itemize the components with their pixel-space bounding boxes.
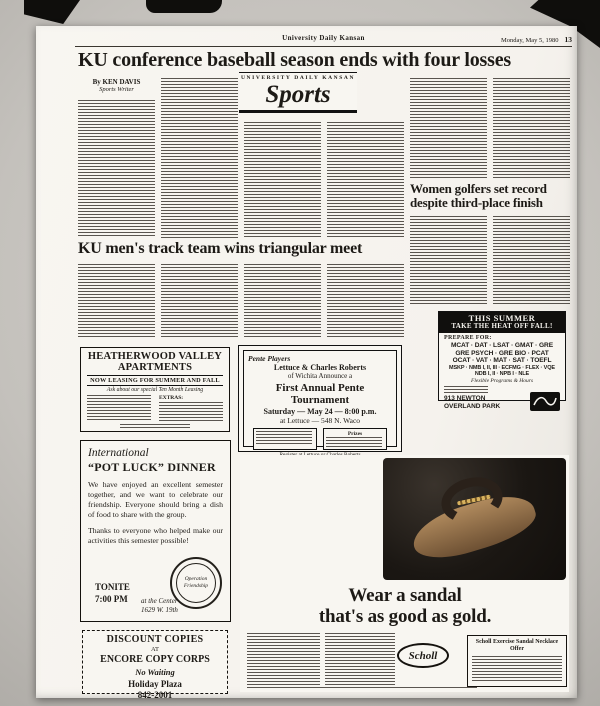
discount-line3: ENCORE COPY CORPS bbox=[100, 654, 210, 665]
scan-artifact-top-middle bbox=[146, 0, 222, 13]
date-text: Monday, May 5, 1980 bbox=[500, 37, 559, 44]
sports-section-banner bbox=[239, 72, 357, 113]
operation-friendship-logo-inner bbox=[176, 563, 216, 603]
article-text-column bbox=[493, 216, 570, 304]
prizes-label: Prizes bbox=[347, 431, 363, 437]
kaplan-banner-line2: TAKE THE HEAT OFF FALL! bbox=[451, 322, 553, 331]
discount-line2: AT bbox=[151, 646, 159, 653]
scholl-brand-text: Scholl bbox=[408, 649, 438, 662]
kaplan-test-prep-ad bbox=[438, 311, 566, 411]
pente-entry-box bbox=[253, 428, 317, 450]
article-text-column bbox=[161, 264, 238, 338]
prepare-for-label: PREPARE FOR: bbox=[444, 335, 492, 342]
byline-author: By KEN DAVIS bbox=[92, 78, 141, 86]
pente-host-line1: Lettuce & Charles Roberts bbox=[273, 363, 367, 372]
golf-headline-line1: Women golfers set record bbox=[410, 181, 547, 196]
byline bbox=[78, 78, 155, 93]
article-text-column bbox=[244, 122, 321, 238]
article-text-column bbox=[410, 78, 487, 178]
pente-title: First Annual Pente Tournament bbox=[275, 382, 365, 406]
potluck-body1: We have enjoyed an excellent semester together, and we want to celebrate our friendship. Everyone should bring a dish of food to share with the group. bbox=[88, 480, 223, 520]
kaplan-banner-line1: THIS SUMMER bbox=[468, 313, 536, 323]
article-text-column bbox=[161, 78, 238, 238]
pot-luck-dinner-ad bbox=[80, 440, 231, 622]
pente-datetime: Saturday — May 24 — 8:00 p.m. bbox=[263, 407, 377, 416]
kaplan-address bbox=[444, 386, 500, 411]
sports-banner-title: Sports bbox=[239, 82, 357, 113]
article-text-column bbox=[493, 78, 570, 178]
article-text-column bbox=[327, 264, 404, 338]
sandal-headline bbox=[280, 586, 530, 627]
place-line1: at the Center bbox=[141, 597, 178, 605]
tonite-label: TONITE bbox=[95, 582, 130, 592]
logo-text-line1: Operation bbox=[184, 576, 208, 583]
article-text-column bbox=[244, 264, 321, 338]
pente-location: at Lettuce — 548 N. Waco bbox=[279, 416, 361, 425]
page-number: 13 bbox=[564, 35, 572, 44]
ad-text-column bbox=[247, 633, 320, 685]
kaplan-address-line1: 913 NEWTON bbox=[444, 395, 486, 403]
article-text-column bbox=[78, 264, 155, 338]
heatherwood-name-line2: APARTMENTS bbox=[117, 362, 193, 374]
potluck-tonite bbox=[95, 581, 130, 605]
discount-line1: DISCOUNT COPIES bbox=[106, 634, 204, 645]
kaplan-bottom-row bbox=[439, 384, 565, 414]
ad-text-block bbox=[472, 656, 562, 682]
heatherwood-banner: NOW LEASING FOR SUMMER AND FALL bbox=[87, 375, 223, 386]
exam-list-line: GRE PSYCH · GRE BIO · PCAT bbox=[455, 349, 549, 357]
operation-friendship-logo bbox=[170, 557, 222, 609]
article-text-column bbox=[410, 216, 487, 304]
ad-text-block bbox=[326, 437, 382, 447]
ad-text-block bbox=[444, 386, 488, 394]
scholl-logo bbox=[397, 643, 449, 668]
paper-name: University Daily Kansan bbox=[282, 34, 365, 42]
article-text-column bbox=[78, 100, 155, 238]
heatherwood-name-line1: HEATHERWOOD VALLEY bbox=[87, 351, 223, 362]
masthead bbox=[75, 34, 572, 47]
golf-headline-line2: despite third-place finish bbox=[410, 195, 543, 211]
ad-text-column bbox=[325, 633, 395, 685]
pente-tournament-ad bbox=[238, 345, 402, 452]
byline-title: Sports Writer bbox=[99, 86, 134, 93]
place-line2: 1629 W. 19th bbox=[141, 606, 178, 615]
extras-label: EXTRAS: bbox=[159, 395, 184, 402]
heatherwood-extras bbox=[159, 395, 223, 422]
discount-line4: No Waiting bbox=[135, 667, 175, 677]
educational-center-logo bbox=[530, 392, 560, 411]
potluck-kicker: International bbox=[88, 447, 149, 459]
kaplan-address-line2: OVERLAND PARK bbox=[444, 403, 501, 411]
baseball-headline: KU conference baseball season ends with four losses bbox=[78, 49, 511, 71]
tonite-time: 7:00 PM bbox=[95, 594, 128, 605]
pente-prizes-box bbox=[323, 428, 387, 450]
exam-list-line: MSKP · NMB I, II, III · ECFMG · FLEX · VQE bbox=[448, 364, 555, 371]
discount-line6: 842-2001 bbox=[137, 690, 173, 698]
fine-print-line bbox=[247, 687, 477, 690]
heatherwood-tagline: Ask about our special Ten Month Leasing bbox=[106, 387, 204, 394]
sandal-headline-line1: Wear a sandal bbox=[348, 585, 462, 606]
ad-text-block bbox=[256, 431, 312, 445]
pente-inner-frame bbox=[243, 350, 397, 447]
potluck-title: “POT LUCK” DINNER bbox=[88, 460, 216, 474]
pente-info-boxes bbox=[253, 428, 387, 450]
flexible-programs-line: Flexible Programs & Hours bbox=[471, 378, 533, 385]
discount-copies-ad bbox=[82, 630, 228, 698]
coupon-title: Scholl Exercise Sandal Necklace Offer bbox=[475, 639, 559, 653]
heatherwood-columns bbox=[85, 395, 225, 422]
exam-list-line: NDB I, II · NPB I · NLE bbox=[474, 371, 530, 378]
logo-text-line2: Friendship bbox=[183, 583, 209, 589]
exam-list-line: MCAT · DAT · LSAT · GMAT · GRE bbox=[451, 342, 553, 350]
track-headline: KU men's track team wins triangular meet bbox=[78, 240, 363, 257]
logo-squiggle bbox=[532, 394, 558, 408]
newspaper-page bbox=[36, 26, 577, 698]
kaplan-banner bbox=[439, 312, 565, 333]
scan-artifact-top-left bbox=[24, 0, 80, 24]
potluck-body2: Thanks to everyone who helped make our activities this semester possible! bbox=[88, 525, 223, 545]
discount-line5: Holiday Plaza bbox=[128, 679, 182, 689]
sports-banner-kicker: UNIVERSITY DAILY KANSAN bbox=[240, 75, 356, 81]
golf-headline bbox=[410, 182, 572, 210]
pente-kicker: Pente Players bbox=[248, 354, 291, 363]
exam-list-line: OCAT · VAT · MAT · SAT · TOEFL bbox=[452, 357, 552, 365]
sandal-photo bbox=[383, 458, 566, 580]
dateline bbox=[501, 35, 572, 44]
scholl-sandal-ad bbox=[240, 455, 569, 692]
potluck-place bbox=[141, 597, 178, 615]
sandal-coupon bbox=[467, 635, 567, 687]
ad-text-block bbox=[120, 424, 190, 429]
pente-host-line2: of Wichita Announce a bbox=[287, 372, 353, 380]
ad-text-block bbox=[87, 395, 151, 421]
heatherwood-apartments-ad bbox=[80, 347, 230, 432]
article-text-column bbox=[327, 122, 404, 238]
sandal-headline-line2: that's as good as gold. bbox=[318, 605, 492, 627]
ad-text-block bbox=[159, 402, 223, 422]
